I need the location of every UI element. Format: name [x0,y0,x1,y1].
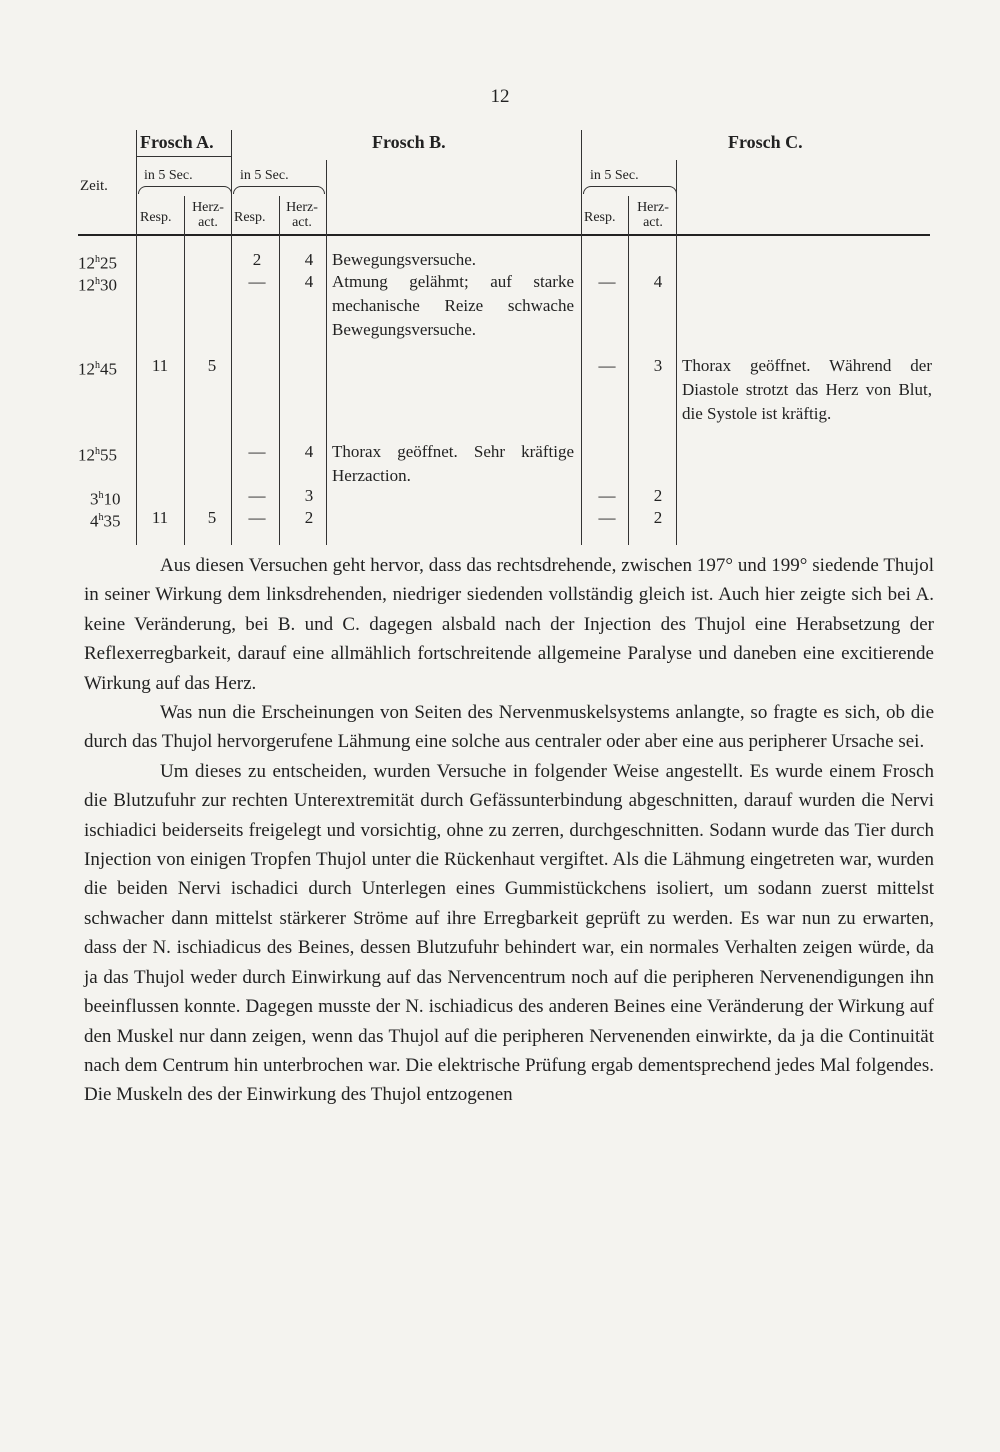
col-line [279,196,280,545]
header-a-in5sec: in 5 Sec. [144,168,193,183]
header-zeit: Zeit. [80,178,108,194]
b-herz-cell: 4 [304,272,314,291]
col-line [628,196,629,545]
rule-header [78,234,930,236]
c-herz-cell: 2 [653,486,663,505]
paragraph: Aus diesen Versuchen geht hervor, dass das rechtsdrehende, zwischen 197° und 199° siedende Thujol in seiner Wirkung dem linksdrehenden, niedriger siedenden vollständig gleich ist. Auch hier zeigte sich bei A. keine Veränderung, bei B. und C. dagegen alsbald nach der Injection des Thujol eine Herabsetzung der Reflexerregbarkeit, darauf eine allmählich fortschreitende allgemeine Paralyse und daneben eine excitierende Wirkung auf das Herz. [84,555,934,694]
time-cell: 12$^h$55 [78,445,117,465]
remark-b: Bewegungsversuche. [332,250,476,269]
c-herz-cell: 4 [653,272,663,291]
col-line [231,130,232,545]
paragraph: Um dieses zu entscheiden, wurden Versuche in folgender Weise angestellt. Es wurde einem Frosch die Blutzufuhr zur rechten Unterextremität durch Gefässunterbindung abgeschnitten, darauf wurden die Nervi ischiadici beiderseits freigelegt und vorsichtig, ohne zu zerren, durchgeschnitten. Sodann wurde das Tier durch Injection von einigen Tropfen Thujol unter die Rückenhaut vergiftet. Als die Lähmung eingetreten war, wurden die beiden Nervi ischadici durch Unterlegen eines Gummistückchens isoliert, um sodann zuerst mittelst schwacher dann mittelst stärkerer Ströme auf ihre Erregbarkeit geprüft zu werden. Es war nun zu erwarten, dass der N. ischiadicus des Beines, dessen Blutzufuhr behindert war, ein normales Verhalten zeigen würde, da ja das Thujol weder durch Einwirkung auf das Nervencentrum noch auf die peripheren Nervenendigungen ihn beeinflussen konnte. Dagegen musste der N. ischiadicus des anderen Beines eine Veränderung der Wirkung auf den Muskel nur dann zeigen, wenn das Thujol auf die peripheren Nervenenden einwirkte, da ja die Continuität nach dem Centrum hin unterbrochen war. Die elektrische Prüfung ergab dementsprechend jedes Mal folgendes. Die Muskeln des der Einwirkung des Thujol entzogenen [84,760,934,1106]
time-cell: 3$^h$10 [90,489,121,509]
header-c-resp: Resp. [584,210,616,225]
page-number: 12 [490,86,510,107]
c-herz-cell: 2 [653,508,663,527]
c-resp-cell: — [598,486,616,505]
col-line [676,160,677,545]
b-resp-cell: — [248,442,266,461]
header-c-in5sec: in 5 Sec. [590,168,639,183]
a-resp-cell: 11 [151,356,169,375]
experiment-table [78,130,930,545]
brace-c [583,186,677,194]
remark-c: Thorax geöffnet. Während der Diastole strotzt das Herz von Blut, die Systole ist kräftig. [682,356,932,423]
time-cell: 4$^h$35 [90,511,121,531]
col-line [581,130,582,545]
col-line [184,196,185,545]
b-resp-cell: — [248,486,266,505]
time-cell: 12$^h$25 [78,253,117,273]
b-herz-cell: 3 [304,486,314,505]
header-a-herz: Herz- act. [192,200,224,230]
a-resp-cell: 11 [151,508,169,527]
header-c-herz: Herz- act. [637,200,669,230]
header-frosch-a: Frosch A. [140,132,214,152]
b-resp-cell: — [248,508,266,527]
header-frosch-b: Frosch B. [372,132,446,152]
a-herz-cell: 5 [207,356,217,375]
c-resp-cell: — [598,272,616,291]
b-herz-cell: 4 [304,250,314,269]
c-herz-cell: 3 [653,356,663,375]
col-line [136,130,137,545]
header-a-resp: Resp. [140,210,172,225]
c-resp-cell: — [598,508,616,527]
paragraph: Was nun die Erscheinungen von Seiten des Nervenmuskelsystems anlangte, so fragte es sich, ob die durch das Thujol hervorgerufene Lähmung eine solche aus centraler oder aber eine aus peripherer Ursache sei. [84,702,934,753]
header-b-resp: Resp. [234,210,266,225]
body-text [84,551,934,1110]
header-frosch-c: Frosch C. [728,132,803,152]
brace-b [233,186,325,194]
header-b-herz: Herz- act. [286,200,318,230]
b-resp-cell: 2 [252,250,262,269]
time-cell: 12$^h$30 [78,275,117,295]
c-resp-cell: — [598,356,616,375]
brace-a [138,186,232,194]
b-resp-cell: — [248,272,266,291]
remark-b: Atmung gelähmt; auf starke mechanische Reize schwache Bewegungsversuche. [332,272,574,339]
time-cell: 12$^h$45 [78,359,117,379]
b-herz-cell: 2 [304,508,314,527]
col-line [326,160,327,545]
b-herz-cell: 4 [304,442,314,461]
remark-b: Thorax geöffnet. Sehr kräftige Herzaction. [332,442,574,485]
a-herz-cell: 5 [207,508,217,527]
header-b-in5sec: in 5 Sec. [240,168,289,183]
rule-frosch-a [136,156,232,157]
